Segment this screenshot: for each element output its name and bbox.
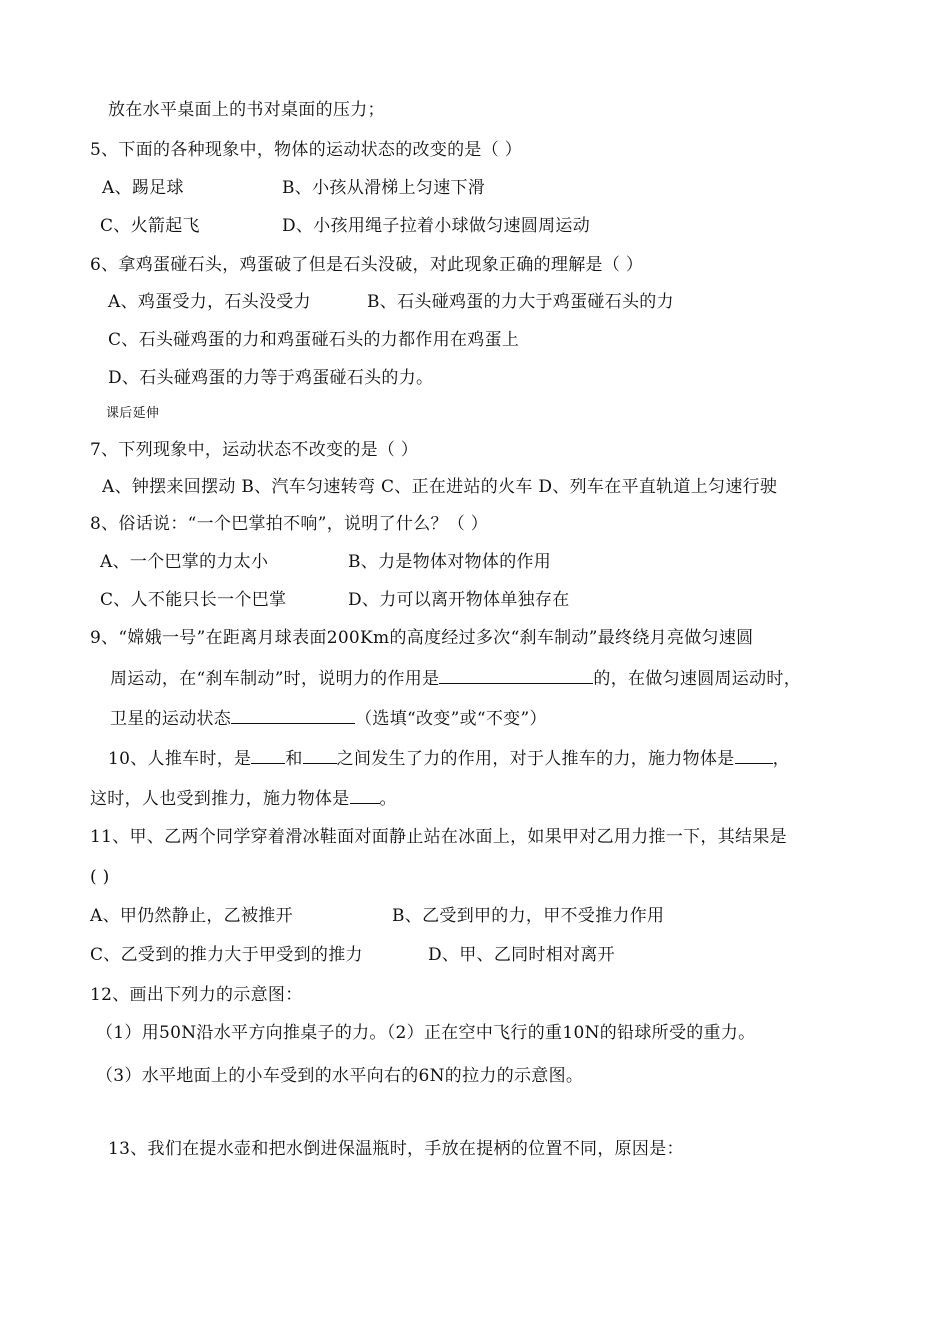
question-11: 11、甲、乙两个同学穿着滑冰鞋面对面静止站在冰面上，如果甲对乙用力推一下，其结果是 — [90, 827, 787, 847]
q5-option-b: B、小孩从滑梯上匀速下滑 — [282, 178, 486, 198]
q8-option-b: B、力是物体对物体的作用 — [348, 552, 552, 572]
q7-options: A、钟摆来回摆动 B、汽车匀速转弯 C、正在进站的火车 D、列车在平直轨道上匀速行驶 — [102, 477, 778, 497]
q10-text-b: 和 — [285, 749, 303, 769]
question-8: 8、俗话说：“一个巴掌拍不响”，说明了什么？（ ） — [90, 514, 489, 534]
answer-blank[interactable] — [231, 707, 355, 724]
q9-line-2 — [110, 667, 801, 690]
q9-text-b: 的，在做匀速圆周运动时， — [593, 669, 801, 689]
section-heading: 课后延伸 — [106, 406, 160, 421]
q9-line-3 — [110, 707, 547, 730]
q9-text-d: （选填“改变”或“不变”） — [355, 709, 547, 729]
question-13: 13、我们在提水壶和把水倒进保温瓶时，手放在提柄的位置不同，原因是： — [108, 1139, 684, 1159]
answer-blank[interactable] — [439, 667, 593, 684]
q8-option-c: C、人不能只长一个巴掌 — [100, 590, 287, 610]
question-6: 6、拿鸡蛋碰石头，鸡蛋破了但是石头没破，对此现象正确的理解是（ ） — [90, 255, 644, 275]
answer-blank[interactable] — [350, 787, 380, 804]
q11-option-a: A、甲仍然静止，乙被推开 — [90, 906, 293, 926]
q9-text-a: 周运动，在“刹车制动”时，说明力的作用是 — [110, 669, 440, 689]
question-10 — [108, 747, 790, 770]
q11-option-d: D、甲、乙同时相对离开 — [428, 945, 615, 965]
q6-option-a: A、鸡蛋受力，石头没受力 — [108, 292, 311, 312]
q6-option-c: C、石头碰鸡蛋的力和鸡蛋碰石头的力都作用在鸡蛋上 — [108, 330, 520, 350]
q10-text-c: 之间发生了力的作用，对于人推车的力，施力物体是 — [336, 749, 735, 769]
q11-option-b: B、乙受到甲的力，甲不受推力作用 — [392, 906, 665, 926]
q5-option-c: C、火箭起飞 — [100, 216, 200, 236]
question-9: 9、“嫦娥一号”在距离月球表面200Km的高度经过多次“刹车制动”最终绕月亮做匀速圆 — [90, 628, 754, 648]
continued-line: 放在水平桌面上的书对桌面的压力； — [108, 100, 385, 120]
q10-text-e: 这时，人也受到推力，施力物体是 — [90, 789, 350, 809]
question-7: 7、下列现象中，运动状态不改变的是（ ） — [90, 440, 419, 460]
q5-option-d: D、小孩用绳子拉着小球做匀速圆周运动 — [282, 216, 591, 236]
q6-option-b: B、石头碰鸡蛋的力大于鸡蛋碰石头的力 — [367, 292, 674, 312]
q10-text-a: 10、人推车时，是 — [108, 749, 252, 769]
q8-option-a: A、一个巴掌的力太小 — [100, 552, 269, 572]
q10-text-f: 。 — [379, 789, 397, 809]
answer-blank[interactable] — [303, 747, 337, 764]
q12-items-1-2: （1）用50N沿水平方向推桌子的力。（2）正在空中飞行的重10N的铅球所受的重力。 — [96, 1023, 756, 1043]
q5-option-a: A、踢足球 — [102, 178, 184, 198]
q9-text-c: 卫星的运动状态 — [110, 709, 232, 729]
q10-text-d: ， — [772, 749, 790, 769]
question-5: 5、下面的各种现象中，物体的运动状态的改变的是（ ） — [90, 140, 523, 160]
q11-option-c: C、乙受到的推力大于甲受到的推力 — [90, 945, 363, 965]
question-12: 12、画出下列力的示意图： — [90, 985, 303, 1005]
q11-paren: ( ) — [90, 867, 110, 887]
answer-blank[interactable] — [251, 747, 285, 764]
q10-line-2 — [90, 787, 397, 810]
q12-item-3: （3）水平地面上的小车受到的水平向右的6N的拉力的示意图。 — [96, 1066, 584, 1086]
q6-option-d: D、石头碰鸡蛋的力等于鸡蛋碰石头的力。 — [108, 368, 434, 388]
answer-blank[interactable] — [735, 747, 773, 764]
q8-option-d: D、力可以离开物体单独存在 — [348, 590, 570, 610]
